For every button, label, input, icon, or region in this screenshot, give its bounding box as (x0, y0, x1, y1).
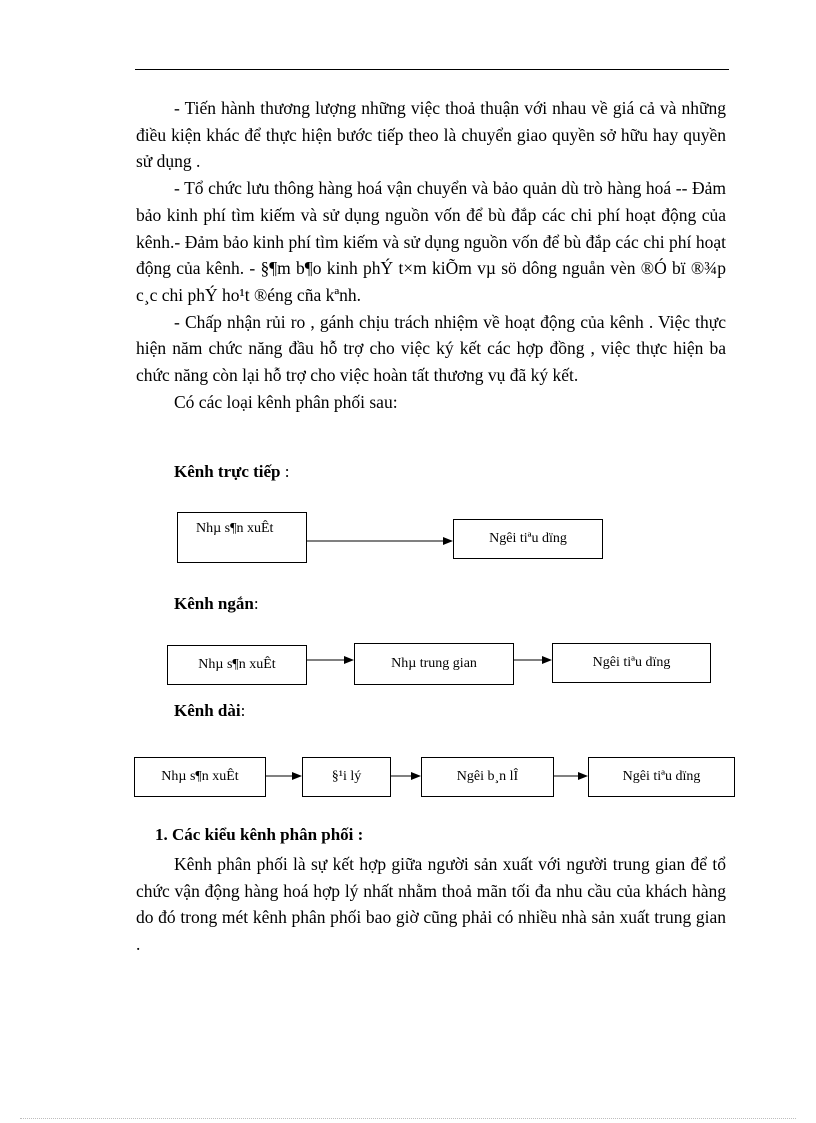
section-heading-channel-types: 1. Các kiểu kênh phân phối : (155, 825, 364, 844)
heading-direct-channel: Kênh trực tiếp : (174, 462, 290, 481)
long-agent-box: §¹i lý (302, 757, 391, 797)
long-consumer-box: Ngêi tiªu dïng (588, 757, 735, 797)
footer-rule (20, 1118, 796, 1119)
direct-producer-box: Nhµ s¶n xuÊt (177, 512, 307, 563)
paragraph-logistics: - Tổ chức lưu thông hàng hoá vận chuyển và bảo quản dù trò hàng hoá -- Đảm bảo kinh phí tìm kiếm và sử dụng nguồn vốn để bù đắp các chi phí hoạt động của kênh.- Đảm bảo kinh phí tìm kiếm và sử dụng nguồn vốn để bù đắp các chi phí hoạt động của kênh. - §¶m b¶o kinh phÝ t×m kiÕm vµ sö dông nguån vèn ®Ó bï ®¾p c¸c chi phÝ ho¹t ®éng cña kªnh. (136, 178, 726, 305)
long-producer-box: Nhµ s¶n xuÊt (134, 757, 266, 797)
paragraph-channel-definition: Kênh phân phối là sự kết hợp giữa người sản xuất với người trung gian để tổ chức vận động hàng hoá hợp lý nhất nhằm thoả mãn tối đa nhu cầu của khách hàng do đó trong mét kênh phân phối bao giờ cũng phải có nhiều nhà sản xuất trung gian . (136, 854, 726, 955)
short-middleman-box: Nhµ trung gian (354, 643, 514, 685)
paragraph-channel-types: Có các loại kênh phân phối sau: (174, 391, 398, 412)
body-text-upper (136, 95, 726, 415)
paragraph-negotiation: - Tiến hành thương lượng những việc thoả thuận với nhau về giá cả và những điều kiện khác để thực hiện bước tiếp theo là chuyển giao quyền sở hữu hay quyền sử dụng . (136, 98, 726, 172)
paragraph-risk: - Chấp nhận rủi ro , gánh chịu trách nhiệm về hoạt động của kênh . Việc thực hiện năm chức năng đầu hỗ trợ cho việc ký kết các hợp đồng , việc thực hiện ba chức năng còn lại hỗ trợ cho việc hoàn tất thương vụ đã ký kết. (136, 311, 726, 386)
direct-consumer-box: Ngêi tiªu dïng (453, 519, 603, 559)
heading-short-channel: Kênh ngắn: (174, 594, 259, 613)
body-text-lower (136, 851, 726, 958)
long-retailer-box: Ngêi b¸n lÎ (421, 757, 554, 797)
header-rule (135, 69, 729, 70)
heading-long-channel: Kênh dài: (174, 701, 246, 720)
short-consumer-box: Ngêi tiªu dïng (552, 643, 711, 683)
short-producer-box: Nhµ s¶n xuÊt (167, 645, 307, 685)
